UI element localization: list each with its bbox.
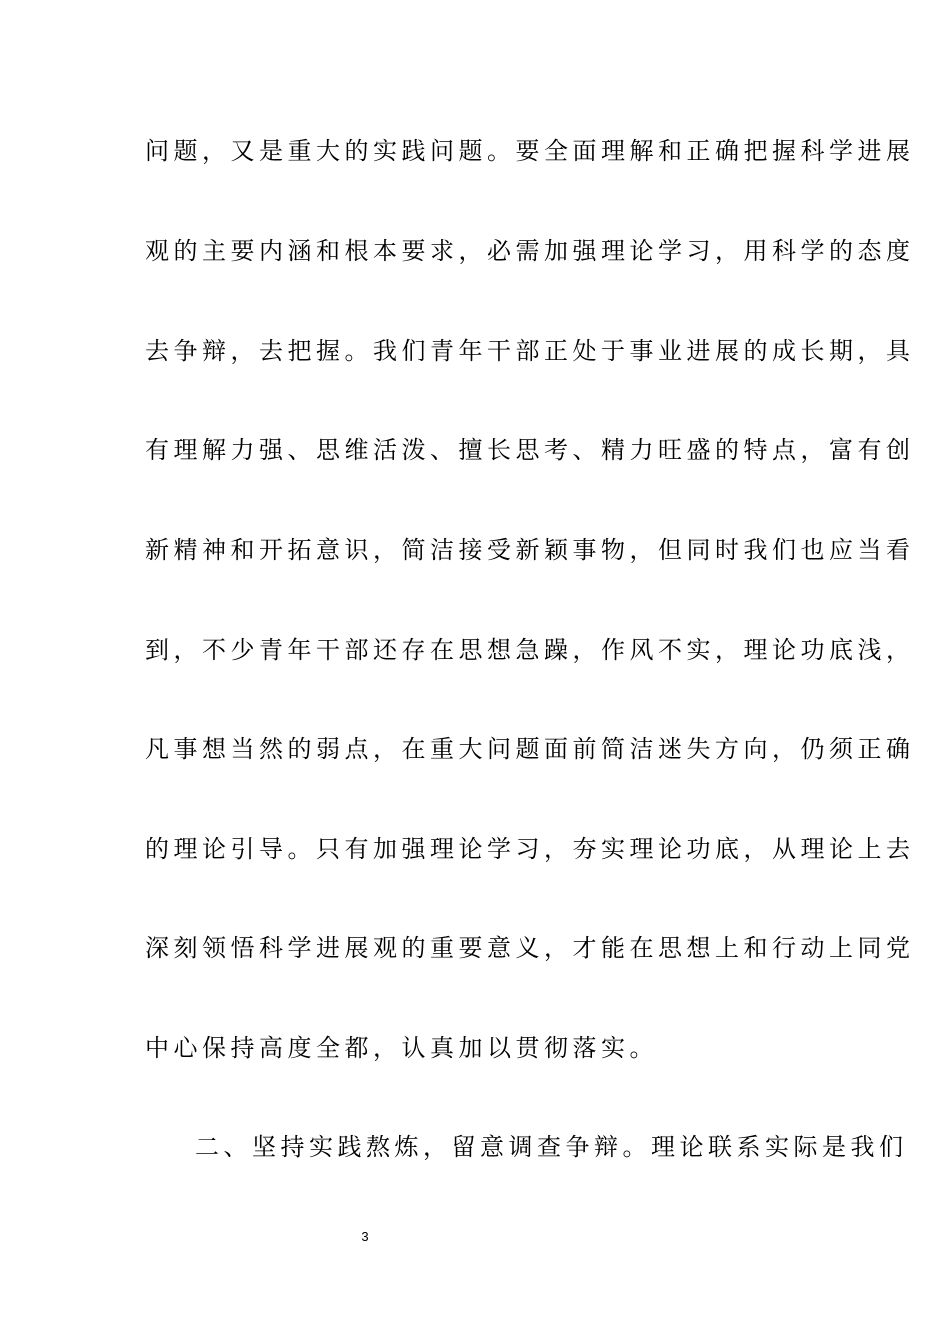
- paragraph-line-9: 深刻领悟科学进展观的重要意义，才能在思想上和行动上同党: [145, 934, 915, 962]
- paragraph-line-10: 中心保持高度全都，认真加以贯彻落实。: [145, 1034, 658, 1062]
- paragraph-line-5: 新精神和开拓意识，简洁接受新颖事物，但同时我们也应当看: [145, 536, 915, 564]
- page-number: 3: [361, 1229, 369, 1244]
- section-heading-line: 二、坚持实践熬炼，留意调查争辩。理论联系实际是我们: [195, 1133, 908, 1161]
- paragraph-line-3: 去争辩，去把握。我们青年干部正处于事业进展的成长期，具: [145, 337, 915, 365]
- paragraph-line-8: 的理论引导。只有加强理论学习，夯实理论功底，从理论上去: [145, 835, 915, 863]
- paragraph-line-7: 凡事想当然的弱点，在重大问题面前简洁迷失方向，仍须正确: [145, 735, 915, 763]
- paragraph-line-1: 问题，又是重大的实践问题。要全面理解和正确把握科学进展: [145, 137, 915, 165]
- paragraph-line-6: 到，不少青年干部还存在思想急躁，作风不实，理论功底浅，: [145, 636, 915, 664]
- paragraph-line-4: 有理解力强、思维活泼、擅长思考、精力旺盛的特点，富有创: [145, 436, 915, 464]
- paragraph-line-2: 观的主要内涵和根本要求，必需加强理论学习，用科学的态度: [145, 237, 915, 265]
